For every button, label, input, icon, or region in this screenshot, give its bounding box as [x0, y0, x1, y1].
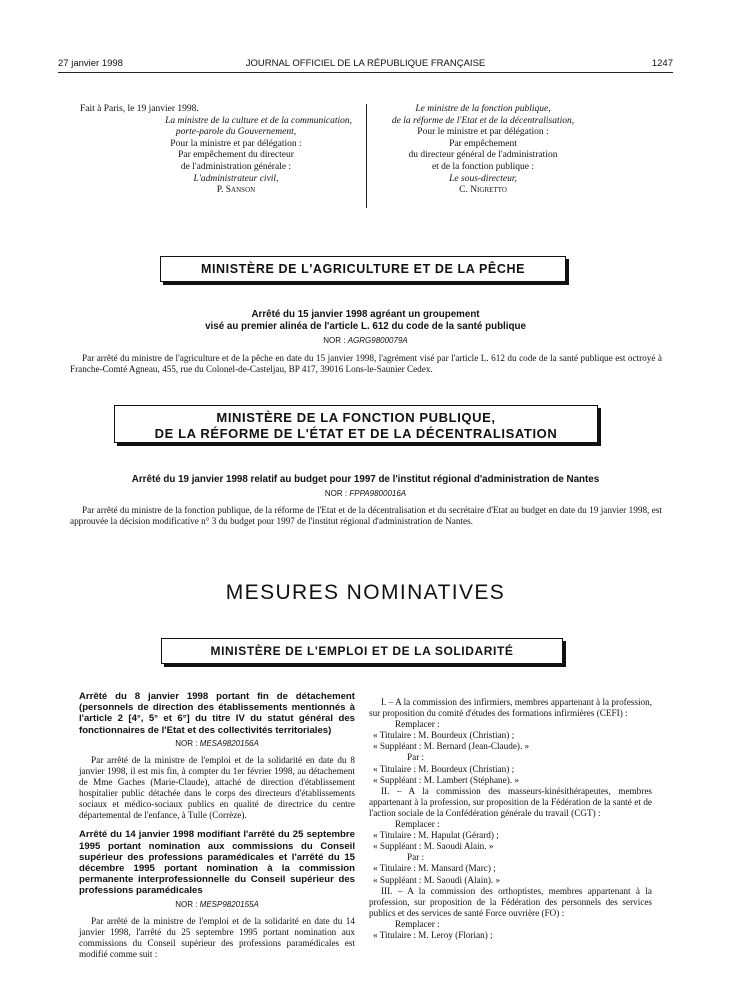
ministry-box-fonction-publique [114, 405, 598, 443]
nor-label: NOR : [175, 738, 198, 748]
nor-reference [79, 738, 355, 749]
arrete-text: Par arrêté de la ministre de l'emploi et de la solidarité en date du 14 janvier 1998, l'arrêté du 25 septembre 1995 portant nomination aux commissions du Conseil supérieur des professions paramédicales est modifié comme suit : [79, 915, 355, 960]
ministry-title: MINISTÈRE DE LA FONCTION PUBLIQUE, [216, 410, 496, 425]
delegation: Pour le ministre et par délégation : [417, 127, 549, 138]
member-entry: « Titulaire : M. Bourdeux (Christian) ; [373, 763, 515, 774]
member-entry: « Titulaire : M. Bourdeux (Christian) ; [373, 730, 515, 741]
nor-reference [0, 336, 731, 345]
delegation: Pour la ministre et par délégation : [170, 138, 302, 149]
header-date: 27 janvier 1998 [58, 58, 123, 69]
journal-title: JOURNAL OFFICIEL DE LA RÉPUBLIQUE FRANÇAISE [245, 58, 486, 69]
member-entry: « Suppléant : M. Bernard (Jean-Claude). » [373, 741, 530, 752]
arrete-text: Par arrêté de la ministre de l'emploi et de la solidarité en date du 8 janvier 1998, il est mis fin, à compter du 1er février 1998, au détachement de Mme Gaches (Marie-Claude), attaché de direction d'établissement hospitalier public détachée dans le corps des directeurs d'établissements sociaux et médico-sociaux publics en qualité de directrice du centre départemental de l'enfance, à Tulle (Corrèze). [79, 754, 355, 821]
empechement-cont: du directeur général de l'administration [408, 150, 558, 161]
arrete-title-line: visé au premier alinéa de l'article L. 612 du code de la santé publique [205, 321, 526, 332]
commission-paragraph: III. – A la commission des orthoptistes, membres appartenant à la profession, sur proposition de la Fédération des personnels des services publics et des services de santé Force ouvrière (FO) : [369, 885, 652, 918]
minister-title: La ministre de la culture et de la communication, [165, 115, 352, 126]
nor-reference [79, 899, 355, 910]
par-label: Par : [407, 852, 425, 863]
member-entry: « Titulaire : M. Mansard (Marc) ; [373, 863, 496, 874]
arrete-title: Arrêté du 19 janvier 1998 relatif au budget pour 1997 de l'institut régional d'administration de Nantes [131, 474, 600, 485]
arrete-title: Arrêté du 8 janvier 1998 portant fin de détachement (personnels de direction des établissements mentionnés à l'article 2 [4°, 5° et 6°] du titre IV du statut général des fonctionnaires de l'Etat et des collectivités territoriales) [79, 691, 355, 736]
nor-code: MESP9820155A [199, 899, 259, 909]
nor-label: NOR : [175, 899, 198, 909]
empechement: Par empêchement [449, 138, 517, 149]
empechement-cont-2: et de la fonction publique : [431, 161, 535, 172]
nor-label: NOR : [323, 336, 346, 345]
nor-code: MESA9820156A [199, 738, 259, 748]
left-column [79, 691, 355, 960]
section-heading: MESURES NOMINATIVES [225, 581, 506, 604]
ministry-box-emploi [161, 638, 563, 664]
ministry-title: MINISTÈRE DE L'AGRICULTURE ET DE LA PÊCHE [200, 262, 526, 276]
signature-right [368, 104, 598, 197]
arrete-title-line: Arrêté du 15 janvier 1998 agréant un groupement [251, 309, 480, 320]
empechement: Par empêchement du directeur [178, 150, 294, 161]
header-rule [58, 72, 673, 73]
arrete-text: Par arrêté du ministre de l'agriculture et de la pêche en date du 15 janvier 1998, l'agrément visé par l'article L. 612 du code de la santé publique est octroyé à Franche-Comté Agneau, 455, rue du Colonel-de-Casteljau, BP 417, 39016 Lons-le-Saunier Cedex. [70, 353, 662, 375]
member-entry: « Suppléant : M. Lambert (Stéphane). » [373, 774, 519, 785]
place-date: Fait à Paris, le 19 janvier 1998. [80, 104, 199, 114]
nor-code: AGRG9800079A [347, 336, 408, 345]
nor-label: NOR : [324, 489, 348, 498]
ministry-title: MINISTÈRE DE L'EMPLOI ET DE LA SOLIDARITÉ [210, 644, 514, 658]
nor-reference [0, 489, 731, 498]
signatory-role: Le sous-directeur, [449, 173, 517, 184]
signatory-name: C. Nigretto [459, 185, 507, 196]
minister-title-cont: porte-parole du Gouvernement, [175, 127, 297, 138]
signature-left [80, 104, 352, 197]
commission-paragraph: II. – A la commission des masseurs-kinésithérapeutes, membres appartenant à la profession, sur proposition de la Fédération de la santé et de l'action sociale de la Confédération générale du travail (CGT) : [369, 785, 652, 818]
remplacer-label: Remplacer : [395, 719, 440, 730]
empechement-cont: de l'administration générale : [180, 161, 292, 172]
arrete-title: Arrêté du 14 janvier 1998 modifiant l'arrêté du 25 septembre 1995 portant nomination aux commissions du Conseil supérieur des professions paramédicales et l'arrêté du 15 décembre 1995 portant nomination à la commission permanente interprofessionnelle du Conseil supérieur des professions paramédicales [79, 829, 355, 897]
page-number: 1247 [651, 58, 673, 69]
ministry-title-cont: DE LA RÉFORME DE L'ÉTAT ET DE LA DÉCENTRALISATION [154, 426, 558, 441]
member-entry: « Titulaire : M. Leroy (Florian) ; [373, 929, 493, 940]
arrete-text: Par arrêté du ministre de la fonction publique, de la réforme de l'Etat et de la décentralisation et du secrétaire d'Etat au budget en date du 19 janvier 1998, est approuvée la décision modificative n° 3 du budget pour 1997 de l'institut régional d'administration de Nantes. [70, 505, 662, 527]
member-entry: « Suppléant : M. Saoudi Alain. » [373, 841, 494, 852]
arrete-title [100, 309, 631, 333]
par-label: Par : [407, 752, 425, 763]
ministry-box-agriculture [160, 256, 566, 282]
signatory-role: L'administrateur civil, [193, 173, 279, 184]
column-divider [366, 104, 367, 208]
minister-title-cont: de la réforme de l'Etat et de la décentralisation, [391, 115, 575, 126]
remplacer-label: Remplacer : [395, 819, 440, 830]
member-entry: « Suppléant : M. Saoudi (Alain). » [373, 874, 501, 885]
member-entry: « Titulaire : M. Hapulat (Gérard) ; [373, 830, 499, 841]
minister-title: Le ministre de la fonction publique, [415, 104, 551, 114]
remplacer-label: Remplacer : [395, 918, 440, 929]
signatory-name: P. Sanson [216, 185, 256, 196]
commission-paragraph: I. – A la commission des infirmiers, membres appartenant à la profession, sur proposition du comité d'études des formations infirmières (CEFI) : [369, 697, 652, 719]
right-column [369, 697, 652, 941]
nor-code: FPPA9800016A [349, 489, 407, 498]
